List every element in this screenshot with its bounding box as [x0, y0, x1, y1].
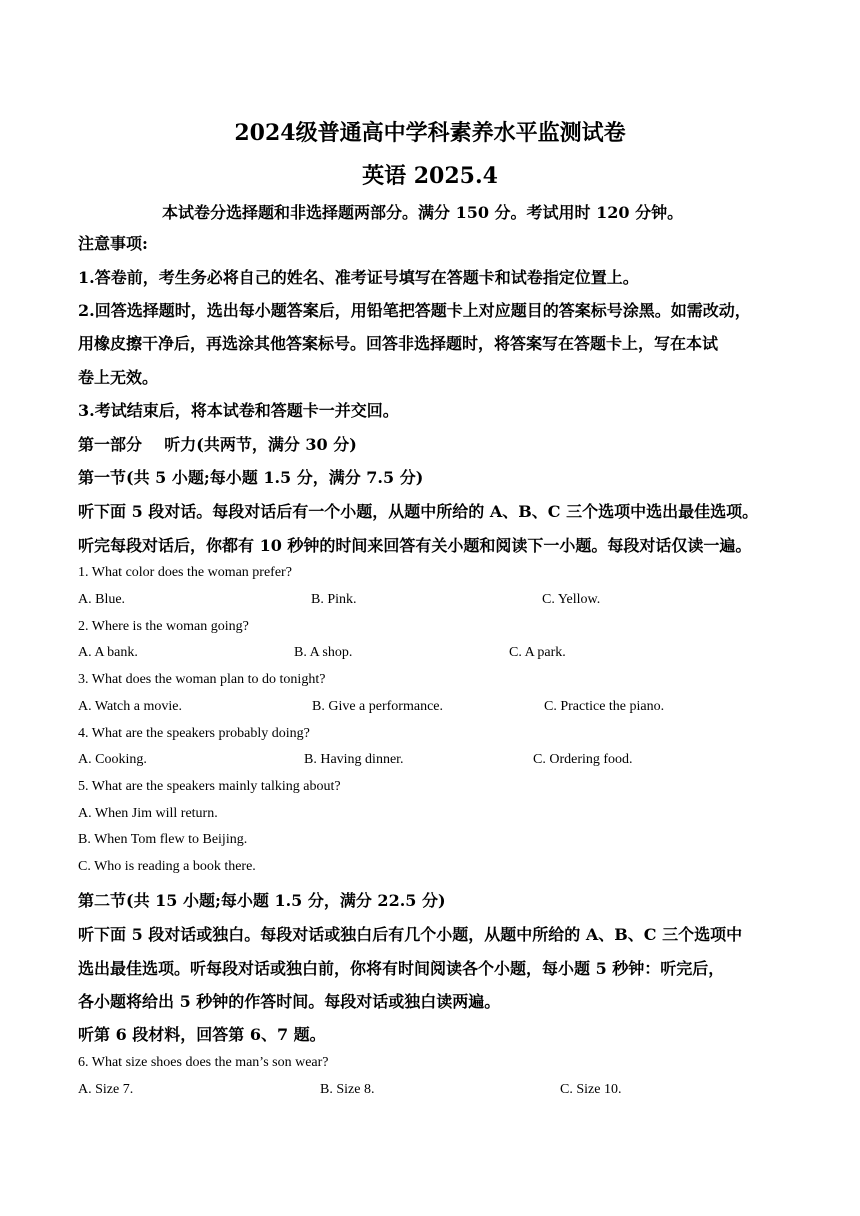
- question-4-option-b: B. Having dinner.: [304, 752, 404, 767]
- part1-heading: 第一部分 听力(共两节，满分 30 分): [78, 435, 357, 454]
- question-2-option-b: B. A shop.: [294, 645, 353, 660]
- question-1-option-c: C. Yellow.: [542, 592, 601, 607]
- question-6-stem: 6. What size shoes does the man’s son wear?: [78, 1055, 329, 1070]
- exam-intro: 本试卷分选择题和非选择题两部分。满分 150 分。考试用时 120 分钟。: [162, 203, 684, 222]
- notice-item-1: 1.答卷前，考生务必将自己的姓名、准考证号填写在答题卡和试卷指定位置上。: [78, 268, 639, 287]
- section2-instructions-line-1: 听下面 5 段对话或独白。每段对话或独白后有几个小题，从题中所给的 A、B、C 三个选项中: [78, 925, 743, 944]
- question-3-option-a: A. Watch a movie.: [78, 699, 182, 714]
- exam-title: 2024级普通高中学科素养水平监测试卷: [234, 120, 626, 146]
- notice-item-2-line-3: 卷上无效。: [78, 368, 159, 387]
- question-6-option-b: B. Size 8.: [320, 1082, 375, 1097]
- question-5-option-a: A. When Jim will return.: [78, 806, 218, 821]
- notice-item-3: 3.考试结束后，将本试卷和答题卡一并交回。: [78, 401, 399, 420]
- section1-heading: 第一节(共 5 小题;每小题 1.5 分，满分 7.5 分): [78, 468, 424, 487]
- question-3-option-b: B. Give a performance.: [312, 699, 443, 714]
- question-2-option-c: C. A park.: [509, 645, 566, 660]
- notice-heading: 注意事项:: [78, 234, 148, 253]
- question-2-option-a: A. A bank.: [78, 645, 138, 660]
- material-6-heading: 听第 6 段材料，回答第 6、7 题。: [78, 1025, 326, 1044]
- notice-item-2-line-1: 2.回答选择题时，选出每小题答案后，用铅笔把答题卡上对应题目的答案标号涂黑。如需改动，: [78, 301, 751, 320]
- question-5-stem: 5. What are the speakers mainly talking about?: [78, 779, 341, 794]
- question-4-stem: 4. What are the speakers probably doing?: [78, 726, 310, 741]
- section1-instructions-line-1: 听下面 5 段对话。每段对话后有一个小题，从题中所给的 A、B、C 三个选项中选出最佳选项。: [78, 502, 759, 521]
- question-1-option-a: A. Blue.: [78, 592, 126, 607]
- section2-instructions-line-2: 选出最佳选项。听每段对话或独白前，你将有时间阅读各个小题，每小题 5 秒钟：听完后，: [78, 959, 725, 978]
- question-1-option-b: B. Pink.: [311, 592, 357, 607]
- question-2-stem: 2. Where is the woman going?: [78, 619, 249, 634]
- section1-instructions-line-2: 听完每段对话后，你都有 10 秒钟的时间来回答有关小题和阅读下一小题。每段对话仅读一遍。: [78, 536, 752, 555]
- question-5-option-b: B. When Tom flew to Beijing.: [78, 832, 248, 847]
- question-6-option-c: C. Size 10.: [560, 1082, 622, 1097]
- question-1-stem: 1. What color does the woman prefer?: [78, 565, 292, 580]
- notice-item-2-line-2: 用橡皮擦干净后，再选涂其他答案标号。回答非选择题时，将答案写在答题卡上，写在本试: [78, 334, 719, 353]
- section2-instructions-line-3: 各小题将给出 5 秒钟的作答时间。每段对话或独白读两遍。: [78, 992, 501, 1011]
- question-5-option-c: C. Who is reading a book there.: [78, 859, 256, 874]
- question-4-option-c: C. Ordering food.: [533, 752, 633, 767]
- exam-subtitle: 英语 2025.4: [362, 163, 498, 189]
- question-3-stem: 3. What does the woman plan to do tonight?: [78, 672, 326, 687]
- question-3-option-c: C. Practice the piano.: [544, 699, 665, 714]
- section2-heading: 第二节(共 15 小题;每小题 1.5 分，满分 22.5 分): [78, 891, 446, 910]
- question-4-option-a: A. Cooking.: [78, 752, 147, 767]
- question-6-option-a: A. Size 7.: [78, 1082, 134, 1097]
